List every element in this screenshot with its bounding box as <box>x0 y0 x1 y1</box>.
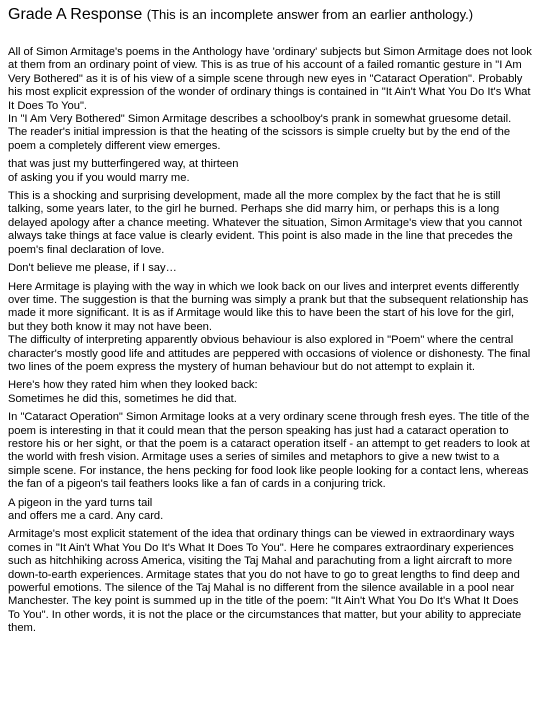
quote-line: A pigeon in the yard turns tail <box>8 496 153 509</box>
quote-poem <box>8 379 532 406</box>
page-title: Grade A Response <box>8 6 143 23</box>
quote-line: that was just my butterfingered way, at thirteen <box>8 158 239 171</box>
paragraph-shocking: This is a shocking and surprising development, made all the more complex by the fact that he is still talking, some years later, to the girl he burned. Perhaps she did marry him, or perhaps this is a long delayed apology after a chance meeting. Whatever the situation, Simon Armitage's view that you cannot always take things at face value is clearly evident. This point is also made in the line that precedes the poem's final declaration of love. <box>8 190 522 256</box>
quote-line: Here's how they rated him when they looked back: <box>8 379 258 392</box>
paragraph-it-aint: Armitage's most explicit statement of the idea that ordinary things can be viewed in extraordinary ways comes in "It Ain't What You Do It's What It Does To You". Here he compares extraordinary experiences such as hitchhiking across America, visiting the Taj Mahal and parachuting from a light aircraft to more down-to-earth experiences. Armitage states that you do not have to go to great lengths to find deep and powerful emotions. The silence of the Taj Mahal is no different from the silence available in a pool near Manchester. The key point is summed up in the title of the poem: "It Ain't What You Do It's What It Does To You". In other words, it is not the place or the circumstances that matter, but your ability to appreciate them. <box>8 528 522 635</box>
quote-line: and offers me a card. Any card. <box>8 510 164 522</box>
quote-line: Don't believe me please, if I say… <box>8 262 177 275</box>
paragraph-bothered: In "I Am Very Bothered" Simon Armitage describes a schoolboy's prank in somewhat gruesome detail. The reader's initial impression is that the heating of the scissors is simple cruelty but by the end of the poem a completely different view emerges. <box>8 113 512 152</box>
page-subtitle: (This is an incomplete answer from an earlier anthology.) <box>146 7 474 22</box>
paragraph-intro: All of Simon Armitage's poems in the Anthology have 'ordinary' subjects but Simon Armitage does not look at them from an ordinary point of view. This is as true of his account of a failed romantic gesture in "I Am Very Bothered" as it is of his view of a simple scene through new eyes in "Cataract Operation". Probably his most explicit expression of the wonder of ordinary things is contained in "It Ain't What You Do It's What It Does To You". <box>8 46 532 112</box>
quote-line: of asking you if you would marry me. <box>8 171 190 184</box>
paragraph-looking-back: Here Armitage is playing with the way in which we look back on our lives and interpret events differently over time. The suggestion is that the burning was simply a prank but that the subsequent relationship has made it more significant. It is as if Armitage would like this to have been the start of his love for the girl, but they both know it may not have been. <box>8 280 529 333</box>
paragraph-poem: The difficulty of interpreting apparently obvious behaviour is also explored in "Poem" where the central character's mostly good life and attitudes are peppered with occasions of violence or dishonesty. The final two lines of the poem express the mystery of human behaviour but do not attempt to explain it. <box>8 334 531 373</box>
quote-cataract <box>8 497 532 524</box>
paragraph-cataract: In "Cataract Operation" Simon Armitage looks at a very ordinary scene through fresh eyes. The title of the poem is interesting in that it could mean that the person speaking has just had a cataract operation to restore his or her sight, or that the poem is a cataract operation itself - an attempt to get readers to look at the world with fresh vision. Armitage uses a series of similes and metaphors to give a new twist to a simple scene. For instance, the hens pecking for food look like people looking for a contact lens, whereas the fan of a pigeon's tail feathers looks like a fan of cards in a conjuring trick. <box>8 411 530 491</box>
quote-line: Sometimes he did this, sometimes he did that. <box>8 392 237 405</box>
header <box>8 6 532 24</box>
quote-dont-believe <box>8 262 532 275</box>
quote-bothered <box>8 158 532 185</box>
